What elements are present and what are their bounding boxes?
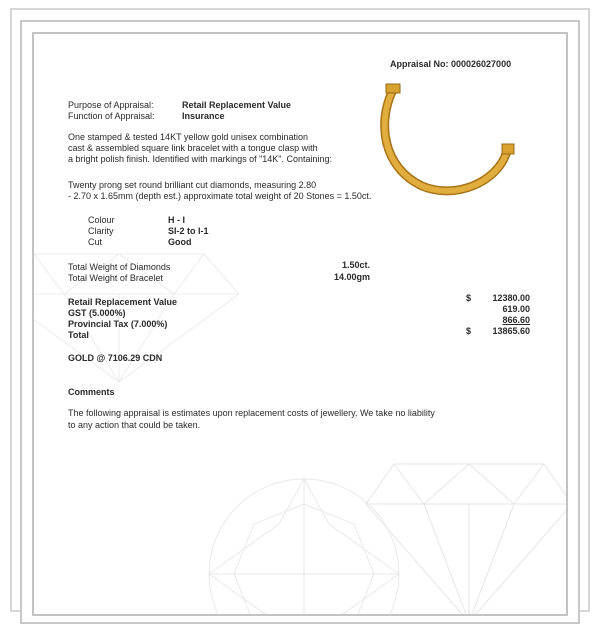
diamond-weight-label: Total Weight of Diamonds [68, 262, 171, 272]
bracelet-weight-value: 14.00gm [334, 272, 371, 282]
gst-amount: 619.00 [502, 304, 530, 314]
bracelet-photo [374, 82, 519, 200]
retail-value-amount: 12380.00 [492, 293, 530, 303]
diamond-weight-value: 1.50ct. [342, 260, 371, 270]
total-amount: 13865.60 [492, 326, 530, 336]
gold-price: GOLD @ 7106.29 CDN [68, 353, 163, 363]
clarity-label: Clarity [88, 226, 114, 236]
description-line-2: cast & assembled square link bracelet with a tongue clasp with [68, 143, 318, 153]
appraisal-document [32, 32, 568, 616]
bracelet-weight-label: Total Weight of Bracelet [68, 273, 163, 283]
function-label: Function of Appraisal: [68, 111, 155, 121]
comments-heading: Comments [68, 387, 115, 397]
retail-value-currency: $ [466, 293, 472, 303]
description-line-3: a bright polish finish. Identified with markings of "14K". Containing: [68, 154, 333, 164]
function-value: Insurance [182, 111, 225, 121]
total-label: Total [68, 330, 89, 340]
colour-label: Colour [88, 215, 115, 225]
description-line-1: One stamped & tested 14KT yellow gold unisex combination [68, 132, 308, 142]
provincial-tax-amount: 866.60 [502, 315, 530, 325]
purpose-value: Retail Replacement Value [182, 100, 292, 110]
stones-line-2: - 2.70 x 1.65mm (depth est.) approximate total weight of 20 Stones = 1.50ct. [68, 191, 372, 201]
comments-line-2: to any action that could be taken. [68, 420, 201, 430]
stones-line-1: Twenty prong set round brilliant cut diamonds, measuring 2.80 [68, 180, 317, 190]
clarity-value: SI-2 to I-1 [168, 226, 209, 236]
purpose-label: Purpose of Appraisal: [68, 100, 154, 110]
provincial-tax-label: Provincial Tax (7.000%) [68, 319, 168, 329]
retail-value-label: Retail Replacement Value [68, 297, 178, 307]
comments-line-1: The following appraisal is estimates upon replacement costs of jewellery. We take no liability [68, 408, 435, 418]
cut-value: Good [168, 237, 192, 247]
colour-value: H - I [168, 215, 185, 225]
cut-label: Cut [88, 237, 103, 247]
appraisal-number: Appraisal No: 000026027000 [390, 59, 512, 69]
gst-label: GST (5.000%) [68, 308, 126, 318]
total-currency: $ [466, 326, 472, 336]
round-diamond-watermark-icon [204, 474, 404, 616]
